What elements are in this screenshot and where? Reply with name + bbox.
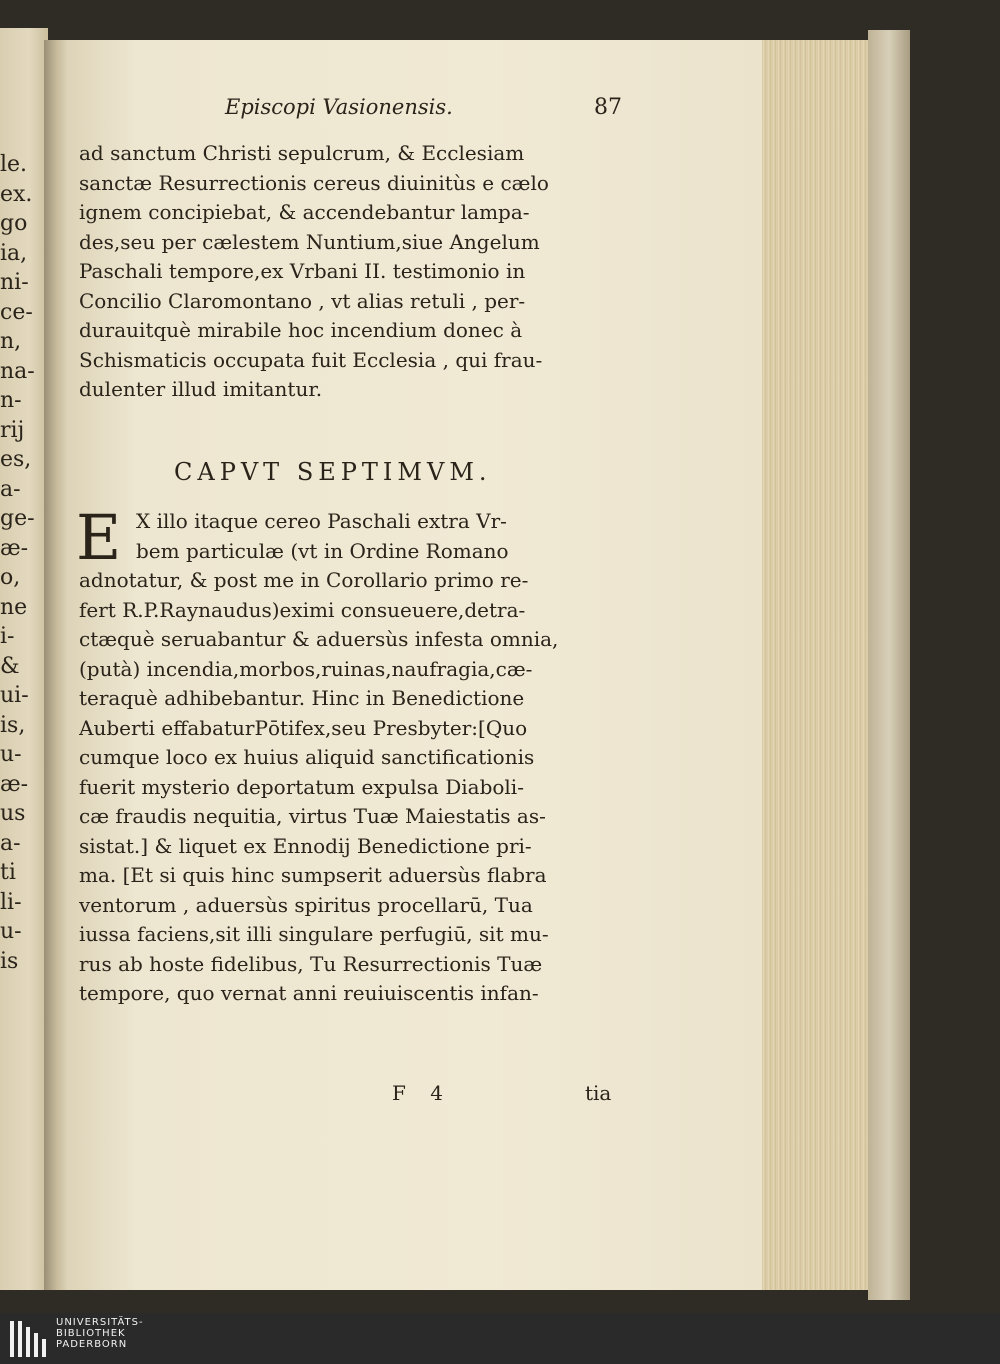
text-line: ma. [Et si quis hinc sumpserit aduersùs flabra <box>79 863 547 887</box>
margin-fragment: n, <box>0 329 22 354</box>
text-line: Paschali tempore,ex Vrbani II. testimonio in <box>79 259 526 283</box>
text-line: tempore, quo vernat anni reuiuiscentis infan- <box>79 981 539 1005</box>
library-logo-icon <box>8 1317 48 1361</box>
text-line: Concilio Claromontano , vt alias retuli , per- <box>79 288 526 313</box>
left-page-margin-text <box>0 150 46 976</box>
paragraph-top <box>79 139 669 405</box>
logo-line: BIBLIOTHEK <box>56 1328 126 1339</box>
library-footer-bar <box>0 1313 1000 1364</box>
margin-fragment: ce- <box>0 299 33 325</box>
paragraph-bottom <box>79 507 669 1009</box>
margin-fragment: u- <box>0 742 22 767</box>
margin-fragment: ne <box>0 594 28 620</box>
text-line: X illo itaque cereo Paschali extra Vr- <box>136 509 507 533</box>
text-line: Auberti effabaturPōtifex,seu Presbyter:[Quo <box>79 715 528 740</box>
library-logo-text <box>56 1317 144 1350</box>
text-line: sanctæ Resurrectionis cereus diuinitùs e cælo <box>79 170 549 195</box>
margin-fragment: li- <box>0 889 22 915</box>
cover-edge <box>868 30 910 1300</box>
text-line: dulenter illud imitantur. <box>79 377 323 401</box>
margin-fragment: es, <box>0 447 32 472</box>
margin-fragment: o, <box>0 565 21 590</box>
margin-fragment: æ- <box>0 535 29 561</box>
margin-fragment: a- <box>0 476 21 502</box>
text-line: ignem concipiebat, & accendebantur lampa- <box>79 200 530 224</box>
margin-fragment: is <box>0 948 19 974</box>
margin-fragment: i- <box>0 624 15 649</box>
text-line: (putà) incendia,morbos,ruinas,naufragia,cæ- <box>79 656 533 681</box>
page-block-edges <box>762 40 872 1290</box>
margin-fragment: ti <box>0 860 16 885</box>
margin-fragment: n- <box>0 388 22 413</box>
text-line: iussa faciens,sit illi singulare perfugiū, sit mu- <box>79 922 549 946</box>
text-line: ventorum , aduersùs spiritus procellarū, Tua <box>79 892 533 917</box>
text-line: cumque loco ex huius aliquid sanctificationis <box>79 745 535 769</box>
margin-fragment: ge- <box>0 506 35 531</box>
margin-fragment: a- <box>0 830 21 856</box>
logo-line: UNIVERSITÄTS- <box>56 1317 144 1328</box>
text-line: ad sanctum Christi sepulcrum, & Ecclesiam <box>79 141 525 165</box>
margin-fragment: go <box>0 211 28 236</box>
margin-fragment: na- <box>0 358 35 384</box>
running-head: Episcopi Vasionensis. <box>225 95 453 119</box>
margin-fragment: & <box>0 653 20 679</box>
catchword: tia <box>585 1081 612 1105</box>
text-line: durauitquè mirabile hoc incendium donec à <box>79 318 523 342</box>
margin-fragment: ex. <box>0 181 33 207</box>
text-line: rus ab hoste fidelibus, Tu Resurrectionis Tuæ <box>79 951 543 976</box>
text-line: bem particulæ (vt in Ordine Romano <box>136 538 509 563</box>
margin-fragment: u- <box>0 919 22 944</box>
signature-mark: F 4 <box>392 1081 443 1105</box>
text-line: cæ fraudis nequitia, virtus Tuæ Maiestatis as- <box>79 804 546 828</box>
logo-line: PADERBORN <box>56 1339 128 1350</box>
page-number: 87 <box>594 95 622 120</box>
text-line: ctæquè seruabantur & aduersùs infesta omnia, <box>79 627 559 651</box>
margin-fragment: ni- <box>0 270 29 295</box>
text-line: fuerit mysterio deportatum expulsa Diaboli- <box>79 774 524 799</box>
text-line: Schismaticis occupata fuit Ecclesia , qui frau- <box>79 347 543 372</box>
text-line: des,seu per cælestem Nuntium,siue Angelum <box>79 229 540 254</box>
text-line: sistat.] & liquet ex Ennodij Benedictione pri- <box>79 833 532 858</box>
margin-fragment: ui- <box>0 683 29 708</box>
text-line: adnotatur, & post me in Corollario primo re- <box>79 568 529 592</box>
margin-fragment: æ- <box>0 771 29 797</box>
margin-fragment: ia, <box>0 240 28 266</box>
margin-fragment: le. <box>0 152 28 177</box>
text-line: fert R.P.Raynaudus)eximi consueuere,detra- <box>79 597 526 622</box>
text-line: teraquè adhibebantur. Hinc in Benedictione <box>79 686 525 710</box>
margin-fragment: rij <box>0 417 25 443</box>
drop-initial: E <box>76 501 122 574</box>
chapter-heading: CAPVT SEPTIMVM. <box>174 458 492 486</box>
margin-fragment: is, <box>0 712 26 738</box>
margin-fragment: us <box>0 801 26 826</box>
